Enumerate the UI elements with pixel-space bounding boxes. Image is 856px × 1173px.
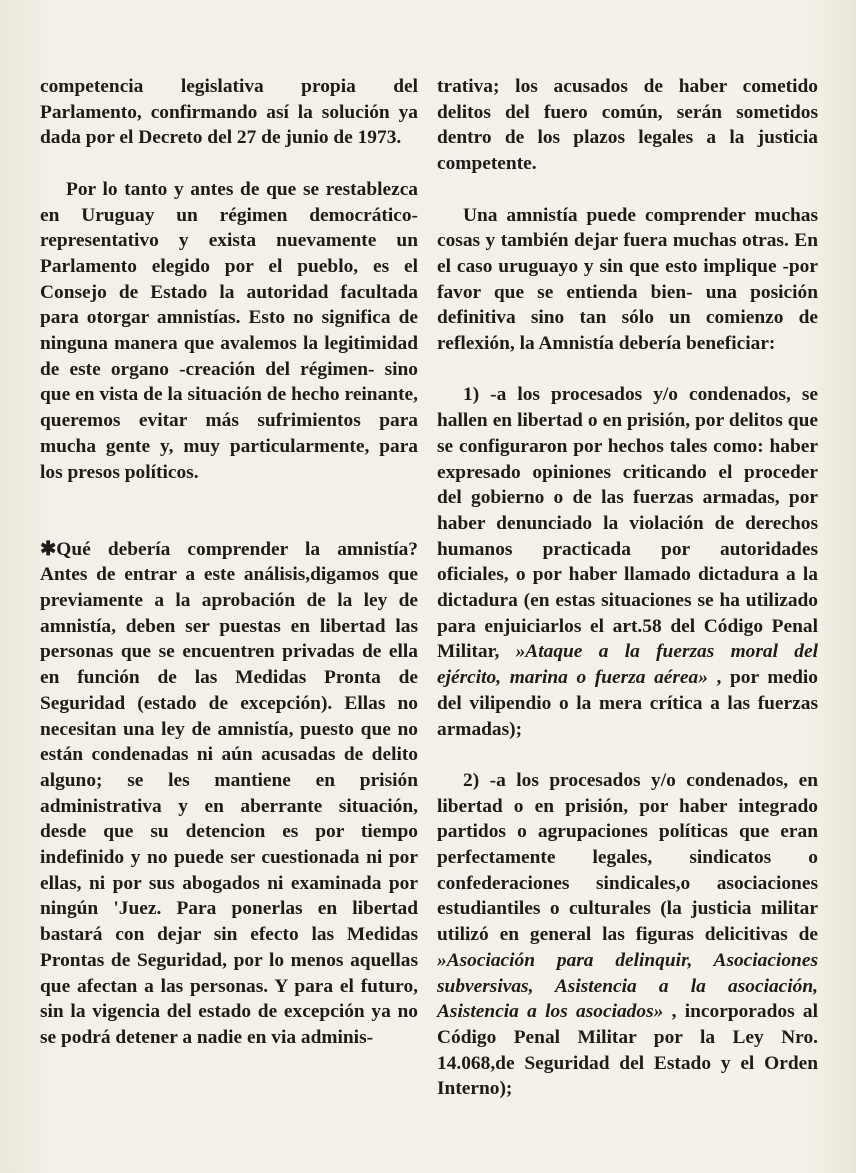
text-run: , incorporados al Código Penal Militar por la Ley Nro. 14.068,de Seguridad del Estado y el Orden Interno); bbox=[437, 1001, 818, 1100]
paragraph: Por lo tanto y antes de que se restablezca en Uruguay un régimen democrático-representativo y exista nuevamente un Parlamento elegido por el pueblo, es el Consejo de Estado la autoridad facultada para otorgar amnistías. Esto no significa de ninguna manera que avalemos la legitimidad de este organo -creación del régimen- sino que en vista de la situación de hecho reinante, queremos evitar más sufrimientos para mucha gente y, muy particularmente, para los presos políticos. bbox=[40, 178, 418, 483]
quoted-article: »Asociación para delinquir, Asociaciones subversivas, Asistencia a la asociación, Asistencia a los asociados» bbox=[437, 949, 818, 1023]
paragraph: ✱Qué debería comprender la amnistía? Antes de entrar a este análisis,digamos que previamente a la aprobación de la ley de amnistía, deben ser puestas en libertad las personas que se encuentren privadas de ella en función de las Medidas Pronta de Seguridad (estado de excepción). Ellas no necesitan una ley de amnistía, puesto que no están condenadas ni aún acusadas de delito alguno; se les mantiene en prisión administrativa y en aberrante situación, desde que su detencion es por tiempo indefinido y no puede ser cuestionada ni por ellas, ni por sus abogados ni examinada por ningún 'Juez. Para ponerlas en libertad bastará con dejar sin efecto las Medidas Prontas de Seguridad, por lo menos aquellas que afectan a las personas. Y para el futuro, sin la vigencia del estado de excepción ya no se podrá detener a nadie en via adminis- bbox=[40, 538, 418, 1048]
left-column bbox=[40, 74, 418, 1051]
paragraph: Una amnistía puede comprender muchas cosas y también dejar fuera muchas otras. En el caso uruguayo y sin que esto implique -por favor que se entienda bien- una posición definitiva sino tan sólo un comienzo de reflexión, la Amnistía debería beneficiar: bbox=[437, 204, 818, 355]
text-run: , por medio del vilipendio o la mera crítica a las fuerzas armadas); bbox=[437, 667, 818, 740]
text-run: 1) -a los procesados y/o condenados, se hallen en libertad o en prisión, por delitos que se configuraron por hechos tales como: haber expresado opiniones criticando el proceder del gobierno o de las fuerzas armadas, por haber denunciado la violación de derechos humanos practicada por autoridades oficiales, o por haber llamado dictadura a la dictadura (en estas situaciones se ha utilizado para enjuiciarlos el art.58 del Código Penal Militar, bbox=[437, 384, 818, 663]
right-column bbox=[437, 74, 818, 1102]
list-item bbox=[437, 382, 818, 742]
paragraph: competencia legislativa propia del Parlamento, confirmando así la solución ya dada por el Decreto del 27 de junio de 1973. bbox=[40, 76, 418, 149]
list-item bbox=[437, 768, 818, 1102]
quoted-article: »Ataque a la fuerzas moral del ejército, marina o fuerza aérea» bbox=[437, 641, 818, 689]
paragraph: trativa; los acusados de haber cometido delitos del fuero común, serán sometidos dentro de los plazos legales a la justicia competente. bbox=[437, 76, 818, 175]
text-run: 2) -a los procesados y/o condenados, en libertad o en prisión, por haber integrado partidos o agrupaciones políticas que eran perfectamente legales, sindicatos o confederaciones sindicales,o asociaciones estudiantiles o culturales (la justicia militar utilizó en general las figuras delicitivas de bbox=[437, 769, 818, 946]
